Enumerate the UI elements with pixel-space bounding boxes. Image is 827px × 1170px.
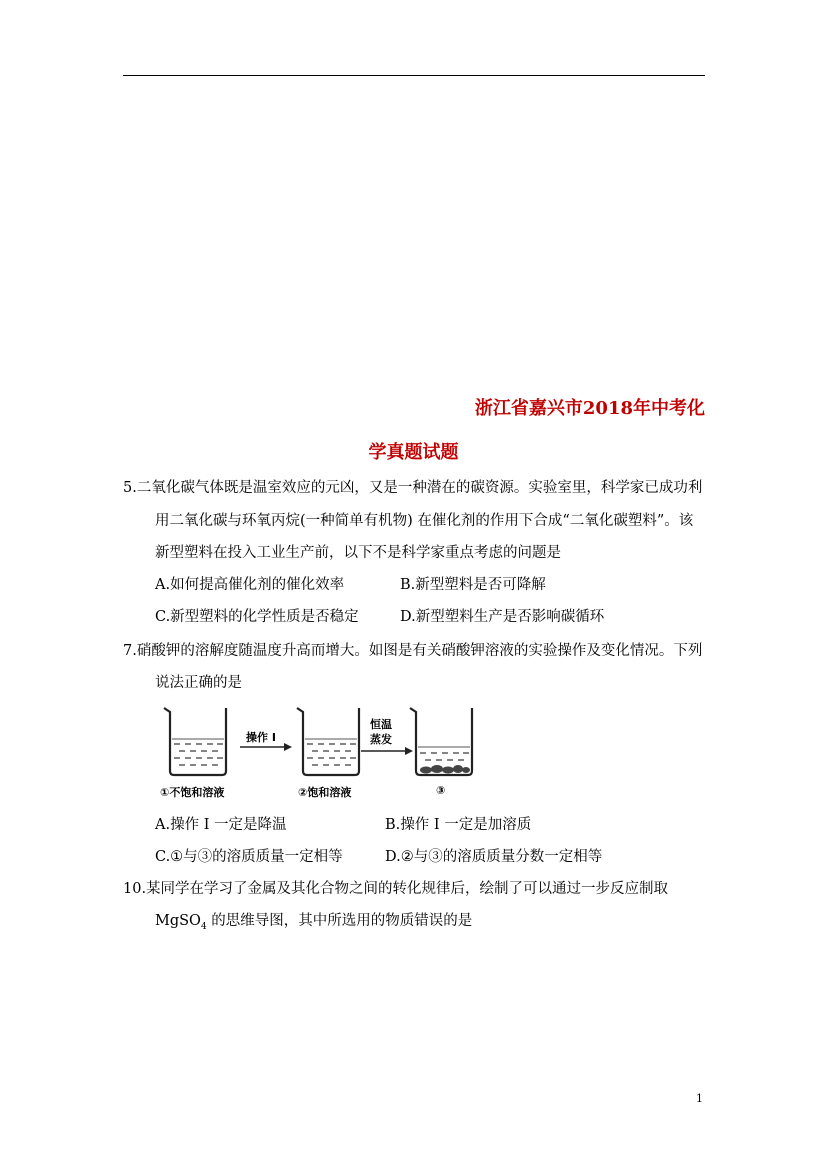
q10-stem-line-2-text: 的思维导图，其中所选用的物质错误的是 (206, 913, 473, 929)
mgso4-subscript: 4 (200, 921, 207, 932)
header-rule (123, 75, 705, 76)
q7-option-c: C.①与③的溶质质量一定相等 (155, 849, 343, 865)
q10-stem-line-1: 10.某同学在学习了金属及其化合物之间的转化规律后，绘制了可以通过一步反应制取 (123, 881, 669, 897)
q5-stem-line-1: 5.二氧化碳气体既是温室效应的元凶，又是一种潜在的碳资源。实验室里，科学家已成功利 (123, 480, 703, 496)
arrow-2-label-bottom: 蒸发 (370, 733, 392, 746)
q5-option-c: C.新型塑料的化学性质是否稳定 (155, 609, 359, 625)
q7-stem-line-1: 7.硝酸钾的溶解度随温度升高而增大。如图是有关硝酸钾溶液的实验操作及变化情况。下列 (123, 643, 703, 659)
q7-option-d: D.②与③的溶质质量分数一定相等 (385, 849, 603, 865)
arrow-2 (361, 717, 413, 755)
crystal-precipitate (420, 765, 470, 774)
beaker-1-caption: ①不饱和溶液 (160, 786, 225, 799)
mgso4-formula: MgSO (155, 913, 201, 929)
beaker-2-caption: ②饱和溶液 (298, 786, 352, 799)
q5-option-d: D.新型塑料生产是否影响碳循环 (400, 609, 605, 625)
q7-stem-line-2: 说法正确的是 (155, 675, 242, 691)
q7-option-b: B.操作 I 一定是加溶质 (385, 817, 532, 833)
q10-stem-line-2 (155, 909, 472, 932)
beaker-1 (164, 708, 226, 775)
title-line-1: 浙江省嘉兴市2018年中考化 (474, 398, 705, 419)
arrow-2-label-top: 恒温 (370, 718, 392, 731)
q5-option-a: A.如何提高催化剂的催化效率 (155, 577, 345, 593)
arrow-1 (240, 730, 292, 751)
q5-stem-line-2: 用二氧化碳与环氧丙烷(一种简单有机物) 在催化剂的作用下合成“二氧化碳塑料”。该 (155, 513, 694, 529)
q7-option-a: A.操作 I 一定是降温 (155, 817, 287, 833)
arrow-1-label: 操作 I (246, 731, 276, 744)
q5-option-b: B.新型塑料是否可降解 (400, 577, 546, 593)
page-number: 1 (696, 1092, 703, 1105)
beaker-3-caption: ③ (436, 784, 446, 797)
q7-beaker-figure (160, 705, 480, 780)
title-line-2: 学真题试题 (368, 442, 459, 463)
q5-stem-line-3: 新型塑料在投入工业生产前，以下不是科学家重点考虑的问题是 (155, 545, 561, 561)
beaker-2 (297, 708, 359, 775)
beaker-3 (410, 708, 472, 775)
